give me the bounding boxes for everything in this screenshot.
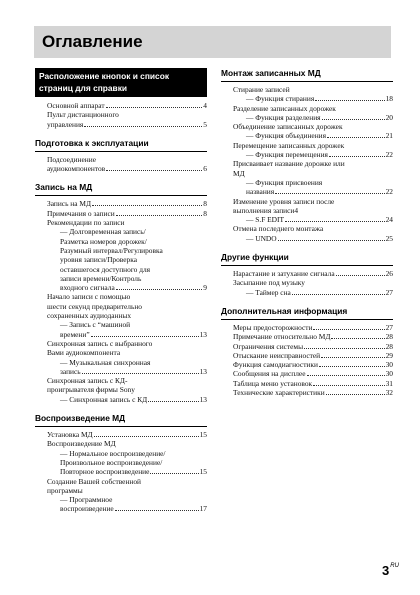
section-heading: Расположение кнопок и список страниц для справки (35, 68, 207, 97)
toc-entry-line: сохраненных аудиоданных (47, 311, 132, 321)
toc-entry-row (47, 430, 207, 439)
toc-entry[interactable] (47, 199, 207, 208)
toc-entry-text: Таблица меню установок (233, 378, 313, 388)
toc-right-column (221, 68, 393, 397)
toc-entry-text: Установка МД (47, 430, 93, 440)
toc-entry-row (233, 360, 393, 369)
page-ref: 29 (385, 350, 393, 360)
page-number-value: 3 (382, 563, 390, 578)
leader-dots (313, 385, 384, 386)
toc-entry[interactable] (47, 339, 207, 358)
toc-entry-text: Запись на МД (47, 199, 91, 209)
toc-entry[interactable] (246, 94, 393, 103)
toc-entry-row (47, 101, 207, 110)
toc-entry[interactable] (60, 449, 207, 477)
toc-entry-text: Ограничения системы (233, 341, 304, 351)
leader-dots (148, 401, 198, 402)
toc-entry-row (233, 379, 393, 388)
page-ref: 30 (385, 369, 393, 379)
toc-entry-line: записи времени/Контроль (60, 273, 142, 283)
toc-entry-row (47, 199, 207, 208)
toc-entry-text: Повторное воспроизведение (60, 467, 150, 477)
toc-entry-line: Разделение записанных дорожек (233, 103, 336, 113)
toc-entry[interactable] (233, 122, 393, 131)
toc-entry[interactable] (233, 388, 393, 397)
page-ref: 25 (385, 233, 393, 243)
toc-entry[interactable] (60, 358, 207, 377)
toc-entry-text: Основной аппарат (47, 101, 105, 110)
page-ref: 18 (385, 94, 393, 104)
toc-entry-text: Меры предосторожности (233, 322, 313, 332)
toc-entry-line: Изменение уровня записи после (233, 196, 335, 206)
toc-entry-line: Стирание записей (233, 85, 290, 94)
page-ref: 8 (203, 208, 207, 218)
toc-entry-line: оставшегося доступного для (60, 264, 151, 274)
toc-entry-line: программы (47, 485, 83, 495)
leader-dots (326, 394, 385, 395)
toc-entry[interactable] (47, 292, 207, 320)
leader-dots (106, 107, 203, 108)
toc-entry-text: управления (47, 119, 84, 129)
toc-entry-row (60, 395, 207, 404)
toc-entry-line: Объединение записанных дорожек (233, 122, 343, 132)
toc-entry-row (246, 234, 393, 243)
toc-entry[interactable] (246, 234, 393, 243)
page-ref: 17 (199, 504, 207, 514)
toc-entry-row (246, 113, 393, 122)
toc-entry[interactable] (233, 379, 393, 388)
leader-dots (307, 375, 385, 376)
toc-entry[interactable] (246, 288, 393, 297)
toc-entry[interactable] (47, 110, 207, 129)
toc-entry[interactable] (47, 101, 207, 110)
toc-entry[interactable] (60, 227, 207, 292)
toc-entry-text: названия (246, 187, 275, 197)
page-ref: 13 (199, 329, 207, 339)
toc-entry-line: — Программное (60, 495, 113, 505)
toc-left-column (35, 68, 207, 514)
toc-entry-row (246, 94, 393, 103)
toc-entry-line: Вами аудиокомпонента (47, 348, 121, 358)
toc-entry-row (60, 283, 207, 292)
toc-entry-text: — Функция перемещения (246, 150, 328, 160)
toc-entry-line: — Музыкальная синхронная (60, 357, 151, 367)
toc-entry-text: Сообщения на дисплее (233, 369, 306, 379)
toc-entry[interactable] (47, 218, 207, 227)
toc-entry-text: входного сигнала (60, 283, 115, 293)
toc-entry-line: Присваивает название дорожке или (233, 159, 345, 169)
toc-entry-text: аудиокомпонентов (47, 164, 106, 174)
toc-entry[interactable] (233, 141, 393, 150)
toc-entry-row (233, 332, 393, 341)
leader-dots (304, 348, 385, 349)
toc-entry-row (60, 504, 207, 513)
toc-entry[interactable] (246, 178, 393, 197)
page-ref: 26 (385, 269, 393, 279)
page-ref: 27 (385, 287, 393, 297)
toc-entry[interactable] (246, 113, 393, 122)
toc-entry-text: — Синхронная запись с КД (60, 394, 148, 404)
leader-dots (321, 357, 385, 358)
toc-entry-row (60, 367, 207, 376)
leader-dots (313, 329, 384, 330)
section-heading: Запись на МД (35, 182, 207, 196)
toc-entry[interactable] (233, 197, 393, 216)
toc-entry[interactable] (233, 269, 393, 278)
toc-entry-line: уровня записи/Проверка (60, 255, 137, 265)
leader-dots (91, 336, 199, 337)
leader-dots (116, 215, 203, 216)
page-ref: 22 (385, 187, 393, 197)
toc-entry-line: — Долговременная запись/ (60, 227, 146, 237)
toc-entry-row (47, 120, 207, 129)
toc-entry[interactable] (233, 342, 393, 351)
leader-dots (319, 366, 385, 367)
toc-entry-text: Функция самодиагностики (233, 360, 318, 370)
leader-dots (331, 338, 384, 339)
toc-entry[interactable] (246, 215, 393, 224)
toc-entry-row (246, 150, 393, 159)
toc-entry-row (246, 215, 393, 224)
section-heading: Воспроизведение МД (35, 413, 207, 427)
toc-entry[interactable] (47, 477, 207, 496)
toc-entry-line: Засыпание под музыку (233, 278, 305, 288)
leader-dots (92, 205, 202, 206)
toc-entry-line: Перемещение записанных дорожек (233, 140, 345, 150)
toc-entry-line: — Нормальное воспроизведение/ (60, 448, 166, 458)
toc-entry-line: выполнения записи4 (233, 205, 299, 215)
toc-entry-row (246, 187, 393, 196)
toc-entry[interactable] (246, 150, 393, 159)
toc-entry-line: проигрывателя фирмы Sony (47, 385, 135, 395)
page-ref: 5 (203, 119, 207, 129)
toc-entry-row (233, 269, 393, 278)
toc-entry-text: Примечания о записи (47, 208, 115, 218)
toc-entry-row (233, 342, 393, 351)
toc-entry-row (233, 351, 393, 360)
toc-entry-text: Нарастание и затухание сигнала (233, 269, 335, 279)
leader-dots (278, 240, 385, 241)
toc-entry[interactable] (47, 155, 207, 174)
toc-entry-row (233, 323, 393, 332)
toc-entry-text: воспроизведение (60, 504, 114, 514)
toc-entry[interactable] (233, 351, 393, 360)
toc-entry-text: — Функция стирания (246, 94, 315, 104)
leader-dots (116, 289, 203, 290)
toc-entry-text: — S.F EDIT (246, 215, 284, 225)
toc-entry[interactable] (233, 323, 393, 332)
toc-entry-row (246, 288, 393, 297)
leader-dots (82, 373, 199, 374)
toc-entry[interactable] (233, 224, 393, 233)
page-ref: 8 (203, 199, 207, 209)
toc-entry[interactable] (47, 376, 207, 395)
toc-entry[interactable] (233, 104, 393, 113)
toc-entry-line: Разумный интервал/Регулировка (60, 245, 163, 255)
toc-entry[interactable] (60, 495, 207, 514)
section-heading: Другие функции (221, 252, 393, 266)
toc-entry[interactable] (60, 395, 207, 404)
page-ref: 21 (385, 131, 393, 141)
page-ref: 24 (385, 215, 393, 225)
page-title: Оглавление (34, 26, 391, 58)
leader-dots (285, 221, 385, 222)
page-ref: 6 (203, 164, 207, 174)
toc-entry-text: времени” (60, 329, 90, 339)
toc-entry-text: Отыскание неисправностей (233, 350, 321, 360)
toc-entry-line: Отмена последнего монтажа (233, 224, 324, 234)
toc-entry-text: — UNDO (246, 233, 277, 243)
toc-entry[interactable] (60, 320, 207, 339)
toc-entry-line: Создание Вашей собственной (47, 476, 142, 486)
toc-entry-line: МД (233, 168, 245, 178)
page-number (382, 563, 399, 578)
page-ref: 9 (203, 283, 207, 293)
leader-dots (115, 510, 199, 511)
leader-dots (94, 436, 199, 437)
leader-dots (84, 126, 202, 127)
page-ref: 20 (385, 112, 393, 122)
toc-entry-line: Подсоединение (47, 154, 96, 164)
toc-entry-text: Технические характеристики (233, 388, 325, 398)
leader-dots (327, 137, 385, 138)
page-ref: 13 (199, 394, 207, 404)
toc-entry-row (60, 330, 207, 339)
page-ref: 15 (199, 430, 207, 440)
toc-entry-line: Разметка номеров дорожек/ (60, 236, 147, 246)
page-ref: 28 (385, 341, 393, 351)
toc-entry-row (60, 467, 207, 476)
page-ref: 13 (199, 366, 207, 376)
page-ref: 28 (385, 332, 393, 342)
toc-entry[interactable] (233, 332, 393, 341)
toc-entry-line: Синхронная запись с выбранного (47, 338, 153, 348)
page-ref: 32 (385, 388, 393, 398)
toc-entry-text: Примечание относительно МД (233, 332, 331, 342)
section-heading: Монтаж записанных МД (221, 68, 393, 82)
leader-dots (336, 275, 385, 276)
page-ref: 4 (203, 101, 207, 110)
toc-entry-line: Воспроизведение МД (47, 439, 116, 449)
leader-dots (329, 156, 385, 157)
toc-entry[interactable] (233, 85, 393, 94)
page-ref: 31 (385, 378, 393, 388)
toc-entry-row (47, 209, 207, 218)
leader-dots (150, 473, 198, 474)
leader-dots (322, 119, 385, 120)
leader-dots (292, 294, 385, 295)
toc-entry-line: — Функция присвоения (246, 177, 323, 187)
toc-entry-row (233, 388, 393, 397)
page-ref: 22 (385, 150, 393, 160)
toc-entry[interactable] (233, 159, 393, 178)
toc-entry-line: Рекомендации по записи (47, 218, 125, 228)
toc-entry-text: — Функция объединения (246, 131, 327, 141)
toc-entry[interactable] (233, 369, 393, 378)
toc-entry-row (246, 131, 393, 140)
page-lang-label: RU (390, 563, 399, 569)
toc-entry-row (233, 369, 393, 378)
toc-entry[interactable] (233, 278, 393, 287)
toc-entry-line: Произвольное воспроизведение/ (60, 457, 163, 467)
toc-entry[interactable] (47, 439, 207, 448)
toc-entry-line: Пульт дистанционного (47, 110, 119, 120)
toc-entry-line: — Запись с “машиной (60, 320, 131, 330)
section-heading: Дополнительная информация (221, 306, 393, 320)
toc-entry-row (47, 164, 207, 173)
leader-dots (315, 100, 384, 101)
toc-entry[interactable] (47, 430, 207, 439)
toc-entry-text: — Таймер сна (246, 287, 291, 297)
page-ref: 15 (199, 467, 207, 477)
toc-entry-text: — Функция разделения (246, 112, 321, 122)
page-ref: 27 (385, 322, 393, 332)
toc-entry[interactable] (246, 131, 393, 140)
toc-entry[interactable] (47, 209, 207, 218)
toc-entry-text: запись (60, 366, 81, 376)
leader-dots (275, 193, 384, 194)
section-heading: Подготовка к эксплуатации (35, 138, 207, 152)
toc-entry-line: Синхронная запись с КД- (47, 376, 128, 386)
toc-entry[interactable] (233, 360, 393, 369)
leader-dots (106, 170, 202, 171)
page-ref: 30 (385, 360, 393, 370)
toc-entry-line: Начало записи с помощью (47, 292, 131, 302)
toc-entry-line: шести секунд предварительно (47, 301, 142, 311)
